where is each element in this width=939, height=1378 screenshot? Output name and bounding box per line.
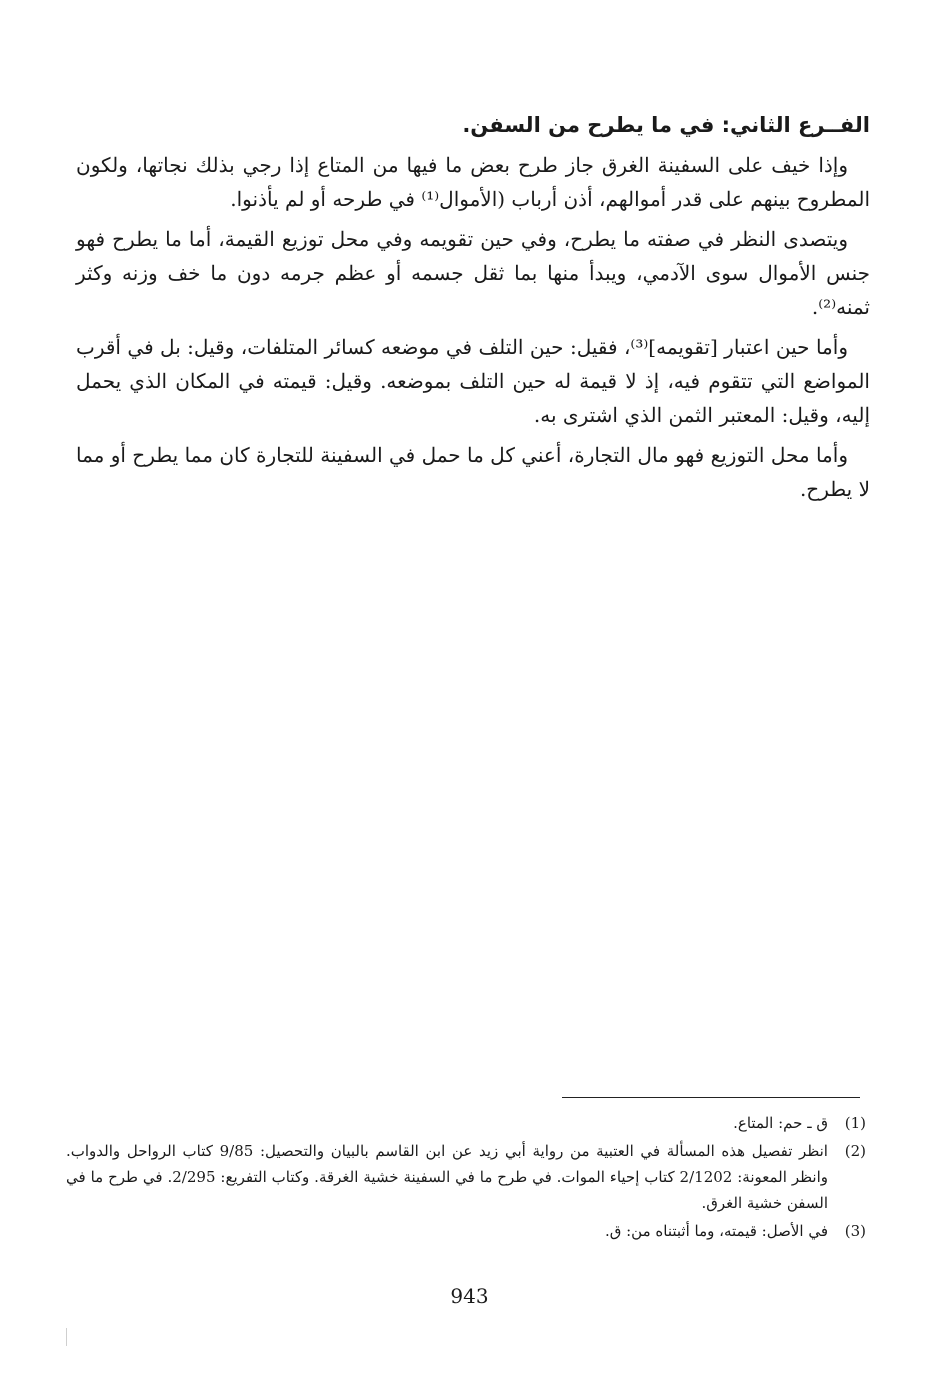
footnote-text: في الأصل: قيمته، وما أثبتناه من: ق. (604, 1222, 828, 1240)
footnote-separator (562, 1097, 860, 1098)
paragraph-1: وإذا خيف على السفينة الغرق جاز طرح بعض ما فيها من المتاع إذا رجي بذلك نجاتها، ولكون المطروح بينهم على قدر أموالهم، أذن أرباب (الأموال⁽¹⁾ في طرحه أو لم يأذنوا. (76, 153, 870, 211)
page-number: 943 (450, 1284, 489, 1308)
footnote-text: انظر تفصيل هذه المسألة في العتبية من رواية أبي زيد عن ابن القاسم بالبيان والتحصيل: 9/85 كتاب الرواحل والدواب. وانظر المعونة: 2/1202 كتاب إحياء الموات. في طرح ما في السفينة خشية الغرقة. وكتاب التفريع: 2/295. في طرح ما في السفن خشية الغرق. (66, 1142, 828, 1212)
footnote-number: (1) (844, 1114, 866, 1132)
footnote-1 (66, 1110, 866, 1136)
section-heading: الفــرع الثاني: في ما يطرح من السفن. (462, 113, 870, 137)
footnote-3 (66, 1218, 866, 1244)
paragraph-2: ويتصدى النظر في صفته ما يطرح، وفي حين تقويمه وفي محل توزيع القيمة، أما ما يطرح فهو جنس الأموال سوى الآدمي، ويبدأ منها بما ثقل جسمه أو عظم جرمه دون ما خف وزنه وكثر ثمنه⁽²⁾. (76, 227, 870, 319)
footnote-text: ق ـ حم: المتاع. (733, 1114, 828, 1132)
footnotes (66, 1110, 866, 1246)
paragraph-3: وأما حين اعتبار [تقويمه]⁽³⁾، فقيل: حين التلف في موضعه كسائر المتلفات، وقيل: بل في أقرب المواضع التي تتقوم فيه، إذ لا قيمة له حين التلف بموضعه. وقيل: قيمته في المكان الذي يحمل إليه، وقيل: المعتبر الثمن الذي اشترى به. (76, 335, 870, 427)
main-text (76, 108, 870, 512)
footnote-number: (3) (844, 1222, 866, 1240)
footnote-number: (2) (844, 1142, 866, 1160)
paragraph-4: وأما محل التوزيع فهو مال التجارة، أعني كل ما حمل في السفينة للتجارة كان مما يطرح أو مما لا يطرح. (76, 443, 870, 501)
scan-margin-mark (66, 1328, 67, 1346)
footnote-2 (66, 1138, 866, 1216)
